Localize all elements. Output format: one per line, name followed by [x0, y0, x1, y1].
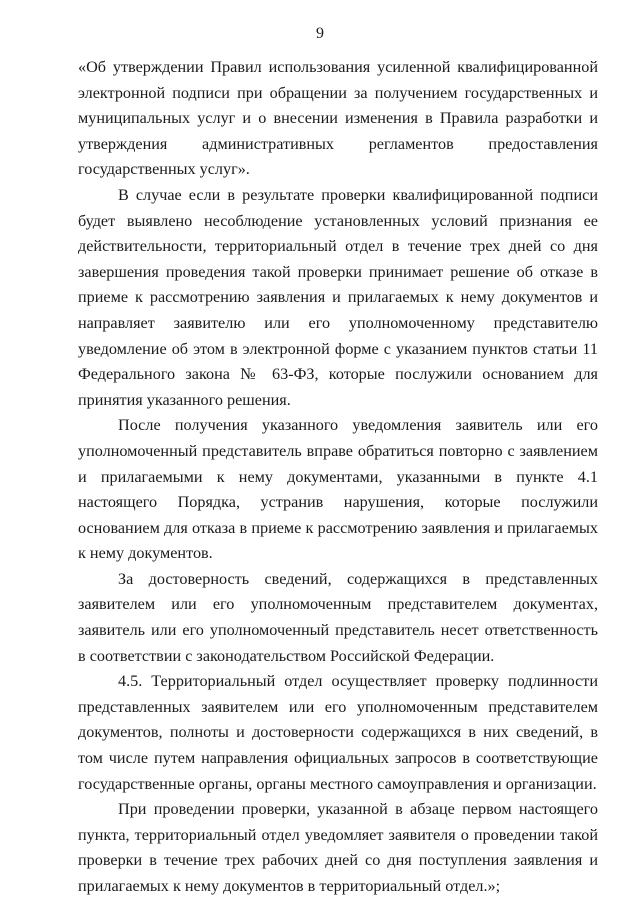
paragraph-clause-4-5: 4.5. Территориальный отдел осуществляет проверку подлинности представленных заявителем или его уполномоченным представителем документов, полноты и достоверности содержащихся в них сведений, в том числе путем направления официальных запросов в соответствующие государственные органы, органы местного самоуправления и организации. [78, 672, 598, 793]
paragraph-verification-notice: При проведении проверки, указанной в абзаце первом настоящего пункта, территориальный отдел уведомляет заявителя о проведении такой проверки в течение трех рабочих дней со дня поступления заявления и прилагаемых к нему документов в территориальный отдел.»; [78, 800, 598, 895]
document-body [78, 55, 598, 900]
paragraph-repeat-application: После получения указанного уведомления заявитель или его уполномоченный представитель вправе обратиться повторно с заявлением и прилагаемыми к нему документами, указанными в пункте 4.1 настоящего Порядка, устранив нарушения, которые послужили основанием для отказа в приеме к рассмотрению заявления и прилагаемых к нему документов. [78, 416, 598, 563]
paragraph-responsibility: За достоверность сведений, содержащихся в представленных заявителем или его уполномоченным представителем документах, заявитель или его уполномоченный представитель несет ответственность в соответствии с законодательством Российской Федерации. [78, 569, 598, 665]
page-number: 9 [316, 25, 324, 42]
paragraph-signature-verification-refusal: В случае если в результате проверки квалифицированной подписи будет выявлено несоблюдение установленных условий признания ее действительности, территориальный отдел в течение трех дней со дня завершения проведения такой проверки принимает решение об отказе в приеме к рассмотрению заявления и прилагаемых к нему документов и направляет заявителю или его уполномоченному представителю уведомление об этом в электронной форме с указанием пунктов статьи 11 Федерального закона № 63-ФЗ, которые послужили основанием для принятия указанного решения. [78, 185, 598, 409]
paragraph-decree-title-continuation: «Об утверждении Правил использования усиленной квалифицированной электронной подписи при обращении за получением государственных и муниципальных услуг и о внесении изменения в Правила разработки и утверждения административных регламентов предоставления государственных услуг». [78, 58, 598, 179]
